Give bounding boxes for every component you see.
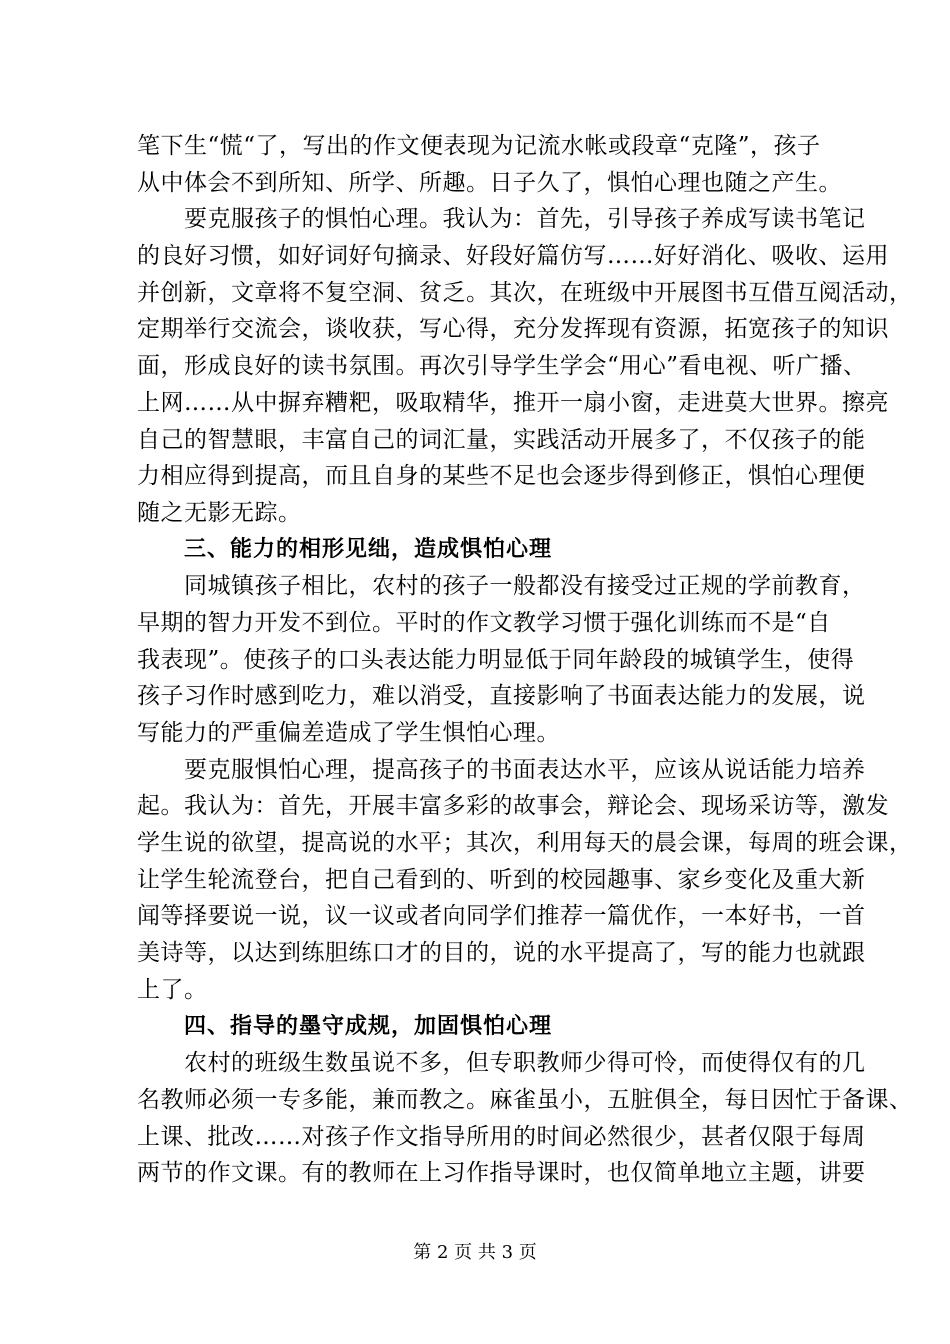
text-line: 上课、批改……对孩子作文指导所用的时间必然很少，甚者仅限于每周 <box>137 1123 866 1150</box>
paragraph <box>137 568 866 751</box>
text-line: 随之无影无踪。 <box>137 499 302 526</box>
text-line: 让学生轮流登台，把自己看到的、听到的校园趣事、家乡变化及重大新 <box>137 866 866 893</box>
section-heading: 四、指导的墨守成规，加固惧怕心理 <box>184 1013 553 1039</box>
paragraph <box>137 128 842 201</box>
text-line: 我表现”。使孩子的口头表达能力明显低于同年龄段的城镇学生，使得 <box>137 646 855 673</box>
text-line: 要克服惧怕心理，提高孩子的书面表达水平，应该从说话能力培养 <box>184 756 866 783</box>
text-line: 两节的作文课。有的教师在上习作指导课时，也仅简单地立主题，讲要 <box>137 1160 866 1187</box>
text-line: 力相应得到提高，而且自身的某些不足也会逐步得到修正，惧怕心理便 <box>137 463 866 490</box>
text-line: 要克服孩子的惧怕心理。我认为：首先，引导孩子养成写读书笔记 <box>184 206 866 233</box>
paragraph <box>137 1045 913 1192</box>
text-line: 面，形成良好的读书氛围。再次引导学生学会“用心”看电视、听广播、 <box>137 353 867 380</box>
document-body <box>137 128 913 1192</box>
text-line: 从中体会不到所知、所学、所趣。日子久了，惧怕心理也随之产生。 <box>137 169 842 196</box>
text-line: 名教师必须一专多能，兼而教之。麻雀虽小，五脏俱全，每日因忙于备课、 <box>137 1086 913 1113</box>
text-line: 自己的智慧眼，丰富自己的词汇量，实践活动开展多了，不仅孩子的能 <box>137 426 866 453</box>
paragraph <box>137 752 913 1009</box>
text-line: 的良好习惯，如好词好句摘录、好段好篇仿写……好好消化、吸收、运用 <box>137 243 889 270</box>
text-line: 孩子习作时感到吃力，难以消受，直接影响了书面表达能力的发展，说 <box>137 683 866 710</box>
text-line: 美诗等，以达到练胆练口才的目的，说的水平提高了，写的能力也就跟 <box>137 940 866 967</box>
text-line: 写能力的严重偏差造成了学生惧怕心理。 <box>137 720 560 746</box>
text-line: 学生说的欲望，提高说的水平；其次，利用每天的晨会课，每周的班会课， <box>137 830 913 857</box>
text-line: 笔下生“慌“了，写出的作文便表现为记流水帐或段章“克隆”，孩子 <box>137 133 821 159</box>
section-heading: 三、能力的相形见绌，造成惧怕心理 <box>184 536 553 562</box>
text-line: 定期举行交流会，谈收获，写心得，充分发挥现有资源，拓宽孩子的知识 <box>137 316 889 343</box>
text-line: 早期的智力开发不到位。平时的作文教学习惯于强化训练而不是“自 <box>137 609 831 636</box>
text-line: 上了。 <box>137 976 208 1003</box>
page-number-footer: 第 2 页 共 3 页 <box>413 1242 537 1263</box>
text-line: 起。我认为：首先，开展丰富多彩的故事会，辩论会、现场采访等，激发 <box>137 793 889 820</box>
text-line: 并创新，文章将不复空洞、贫乏。其次，在班级中开展图书互借互阅活动， <box>137 279 913 306</box>
text-line: 农村的班级生数虽说不多，但专职教师少得可怜，而使得仅有的几 <box>184 1050 866 1077</box>
text-line: 同城镇孩子相比，农村的孩子一般都没有接受过正规的学前教育， <box>184 573 866 600</box>
text-line: 闻等择要说一说，议一议或者向同学们推荐一篇优作，一本好书，一首 <box>137 903 866 930</box>
paragraph <box>137 201 913 531</box>
text-line: 上网……从中摒弃糟粑，吸取精华，推开一扇小窗，走进莫大世界。擦亮 <box>137 389 889 416</box>
